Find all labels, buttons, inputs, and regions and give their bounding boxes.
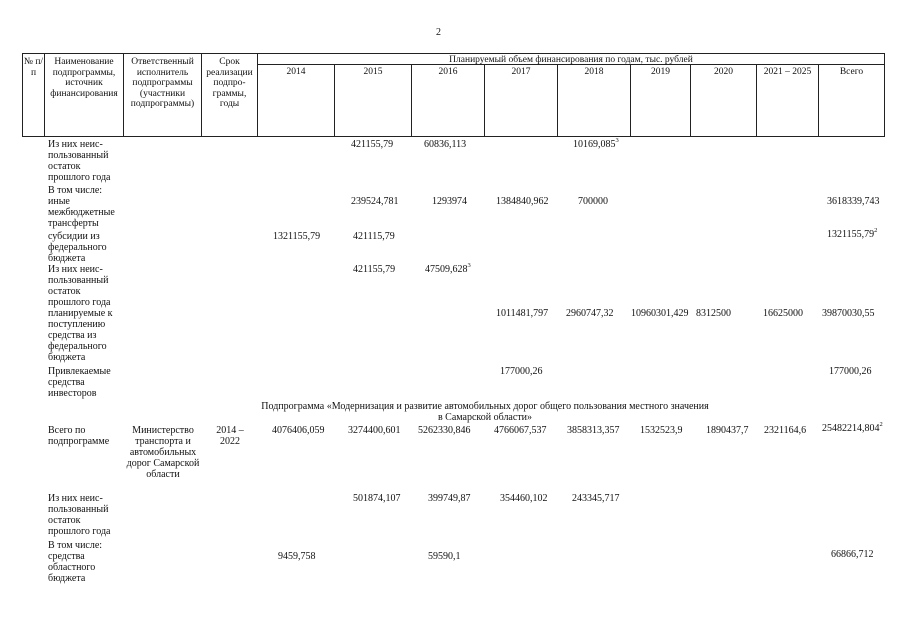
row-subsidies-2015: 421115,79 xyxy=(353,231,395,242)
row-transfers-label: иные межбюджетные трансферты xyxy=(48,196,115,229)
row-regional-2016: 59590,1 xyxy=(428,551,461,562)
header-year-2014: 2014 xyxy=(286,67,306,77)
row-total-2020: 1890437,7 xyxy=(706,425,749,436)
row-total-2019: 1532523,9 xyxy=(640,425,683,436)
row-remainder3-2018: 243345,717 xyxy=(572,493,620,504)
section-title-cont: в Самарской области» xyxy=(437,412,533,423)
row-total-2018: 3858313,357 xyxy=(567,425,620,436)
header-year-2021-2025: 2021 – 2025 xyxy=(763,67,812,77)
row-remainder2-2016: 47509,628$^3$ xyxy=(425,262,471,275)
row-total-term: 2014 – 2022 xyxy=(216,425,244,447)
row-total-2014: 4076406,059 xyxy=(272,425,325,436)
row-remainder3-label: Из них неис-пользованный остаток прошлого года xyxy=(48,493,111,537)
row-total-2015: 3274400,601 xyxy=(348,425,401,436)
header-year-2020: 2020 xyxy=(714,67,733,77)
row-regional-label: средства областного бюджета xyxy=(48,551,96,584)
row-transfers-2017: 1384840,962 xyxy=(496,196,549,207)
row-total-2021-2025: 2321164,6 xyxy=(764,425,807,436)
row-total-responsible: Министерство транспорта и автомобильных дорог Самарской области xyxy=(126,425,200,480)
row-planned-2021-2025: 16625000 xyxy=(763,308,803,319)
row-transfers-total: 3618339,743 xyxy=(827,196,880,207)
footnote-mark: 2 xyxy=(879,421,883,428)
header-year-2018: 2018 xyxy=(584,67,604,77)
row-planned-label: планируемые к поступлению средства из федерального бюджета xyxy=(48,308,113,363)
col-border-4 xyxy=(257,53,258,137)
footnote-mark: 3 xyxy=(615,137,619,144)
header-name: Наименование подпрограммы, источник финансирования xyxy=(50,57,118,99)
row-remainder-2018: 10169,085$^3$ xyxy=(573,137,619,150)
row-incl-label: В том числе: xyxy=(48,185,103,196)
row-transfers-2018: 700000 xyxy=(578,196,608,207)
row-planned-2017: 1011481,797 xyxy=(496,308,549,319)
row-total-2016: 5262330,846 xyxy=(418,425,471,436)
row-regional-total: 66866,712 xyxy=(831,549,874,560)
row-subsidies-label: субсидии из федерального бюджета xyxy=(48,231,107,264)
col-border-13 xyxy=(884,53,885,137)
footnote-mark: 2 xyxy=(874,227,878,234)
row-subsidies-2014: 1321155,79 xyxy=(273,231,321,242)
section-title: Подпрограмма «Модернизация и развитие автомобильных дорог общего пользования местного значения xyxy=(261,401,709,412)
row-transfers-2016: 1293974 xyxy=(432,196,467,207)
row-investors-label: Привлекаемые средства инвесторов xyxy=(48,366,111,399)
header-term: Срок реализации подпро-граммы, годы xyxy=(206,57,253,109)
row-remainder2-label: Из них неис-пользованный остаток прошлого года xyxy=(48,264,111,308)
row-planned-2020: 8312500 xyxy=(696,308,731,319)
row-remainder-2016: 60836,113 xyxy=(424,139,467,150)
row-remainder3-2015: 501874,107 xyxy=(353,493,401,504)
header-year-2017: 2017 xyxy=(511,67,531,77)
row-remainder2-2015: 421155,79 xyxy=(353,264,396,275)
page-number: 2 xyxy=(436,27,441,38)
header-year-2015: 2015 xyxy=(363,67,383,77)
table-top-border xyxy=(22,53,884,54)
row-planned-2019: 10960301,429 xyxy=(631,308,689,319)
row-planned-2018: 2960747,32 xyxy=(566,308,614,319)
row-investors-2017: 177000,26 xyxy=(500,366,543,377)
header-year-2019: 2019 xyxy=(651,67,670,77)
row-planned-total: 39870030,55 xyxy=(822,308,875,319)
row-incl2-label: В том числе: xyxy=(48,540,103,551)
row-investors-total: 177000,26 xyxy=(829,366,872,377)
col-border-3 xyxy=(201,53,202,137)
header-year-2016: 2016 xyxy=(438,67,458,77)
row-subsidies-total: 1321155,79$^2$ xyxy=(827,227,878,240)
header-bottom-border xyxy=(22,136,884,137)
row-total-2017: 4766067,537 xyxy=(494,425,547,436)
row-remainder3-2016: 399749,87 xyxy=(428,493,471,504)
row-regional-2014: 9459,758 xyxy=(278,551,316,562)
row-remainder-label: Из них неис-пользованный остаток прошлого года xyxy=(48,139,111,183)
row-transfers-2015: 239524,781 xyxy=(351,196,399,207)
header-responsible: Ответственный исполнитель подпрограммы (участники подпрограммы) xyxy=(130,57,195,109)
header-total: Всего xyxy=(839,67,864,77)
row-total-all: 25482214,804$^2$ xyxy=(822,421,883,434)
row-remainder-2015: 421155,79 xyxy=(351,139,394,150)
header-num: № п/п xyxy=(23,57,44,78)
header-funding-title: Планируемый объем финансирования по годам, тыс. рублей xyxy=(449,55,693,65)
row-remainder3-2017: 354460,102 xyxy=(500,493,548,504)
row-total-label: Всего по подпрограмме xyxy=(48,425,110,447)
footnote-mark: 3 xyxy=(467,262,471,269)
